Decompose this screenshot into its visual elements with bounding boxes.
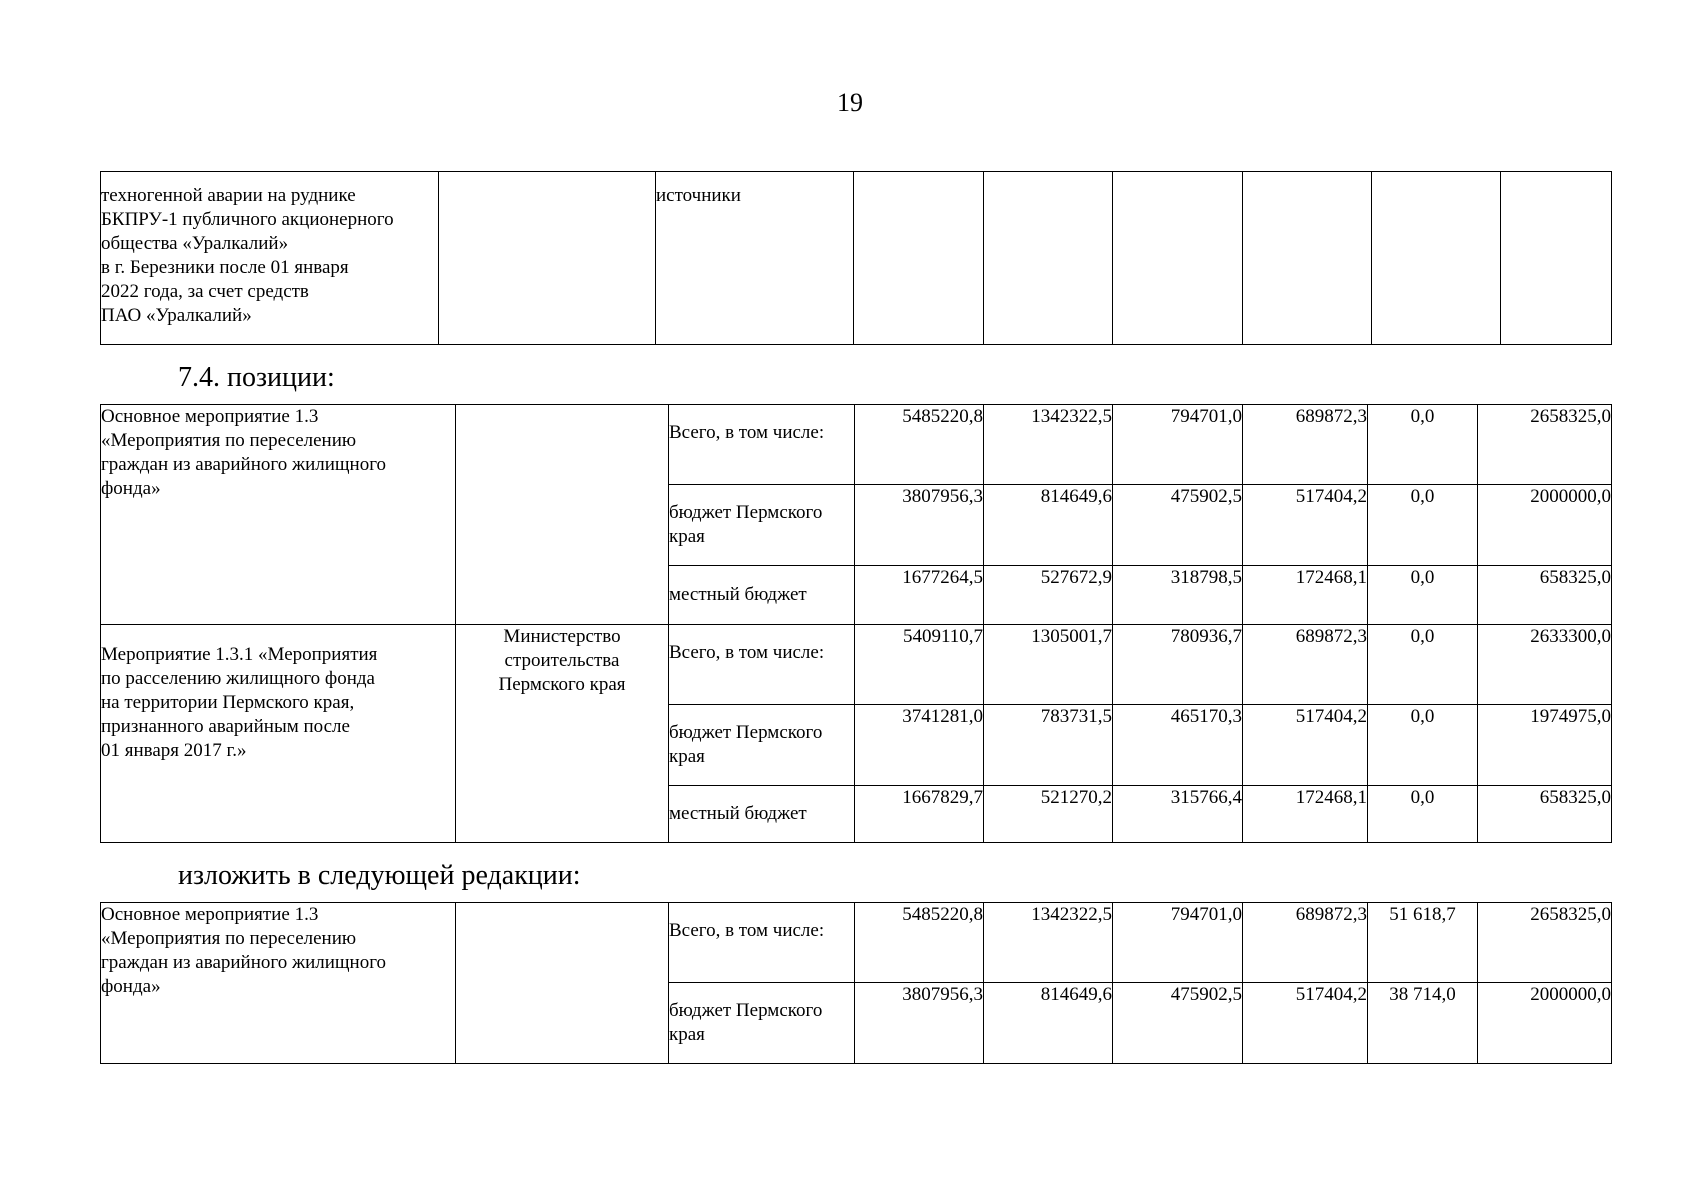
value-cell: 794701,0 bbox=[1113, 903, 1243, 983]
description-line: граждан из аварийного жилищного bbox=[101, 952, 387, 973]
value-cell: 658325,0 bbox=[1478, 786, 1612, 843]
funding-source-cell bbox=[669, 983, 855, 1064]
value-cell bbox=[854, 172, 984, 345]
value-cell: 172468,1 bbox=[1243, 786, 1368, 843]
value-cell: 3807956,3 bbox=[855, 485, 984, 566]
value-cell: 2658325,0 bbox=[1478, 405, 1612, 485]
table-row bbox=[101, 625, 1612, 705]
description-line: фонда» bbox=[101, 976, 161, 997]
event-description-cell bbox=[101, 903, 456, 1064]
value-cell: 527672,9 bbox=[984, 566, 1113, 625]
table-row bbox=[101, 405, 1612, 485]
description-line: на территории Пермского края, bbox=[101, 692, 355, 713]
description-line: граждан из аварийного жилищного bbox=[101, 454, 387, 475]
description-line: общества «Уралкалий» bbox=[101, 233, 289, 254]
value-cell: 1677264,5 bbox=[855, 566, 984, 625]
description-line: в г. Березники после 01 января bbox=[101, 257, 349, 278]
continuation-table bbox=[100, 171, 1612, 345]
value-cell: 517404,2 bbox=[1243, 485, 1368, 566]
value-cell: 1974975,0 bbox=[1478, 705, 1612, 786]
value-cell: 2658325,0 bbox=[1478, 903, 1612, 983]
description-line: Основное мероприятие 1.3 bbox=[101, 904, 319, 925]
event-description-cell bbox=[101, 172, 439, 345]
funding-source-label: бюджет Пермского bbox=[669, 502, 823, 523]
value-cell: 475902,5 bbox=[1113, 983, 1243, 1064]
value-cell: 0,0 bbox=[1368, 705, 1478, 786]
description-line: 2022 года, за счет средств bbox=[101, 281, 309, 302]
value-cell: 315766,4 bbox=[1113, 786, 1243, 843]
value-cell bbox=[1372, 172, 1501, 345]
value-cell bbox=[1113, 172, 1243, 345]
value-cell: 2000000,0 bbox=[1478, 485, 1612, 566]
value-cell: 814649,6 bbox=[984, 485, 1113, 566]
event-description-cell bbox=[101, 625, 456, 843]
value-cell: 2633300,0 bbox=[1478, 625, 1612, 705]
value-cell: 3741281,0 bbox=[855, 705, 984, 786]
description-line: «Мероприятия по переселению bbox=[101, 928, 357, 949]
value-cell: 0,0 bbox=[1368, 405, 1478, 485]
event-description-cell bbox=[101, 405, 456, 625]
description-line: по расселению жилищного фонда bbox=[101, 668, 375, 689]
value-cell: 38 714,0 bbox=[1368, 983, 1478, 1064]
funding-source-cell bbox=[669, 903, 855, 983]
funding-source-label: края bbox=[669, 746, 705, 767]
funding-source-label: местный бюджет bbox=[669, 803, 807, 824]
funding-source-cell bbox=[669, 705, 855, 786]
description-line: техногенной аварии на руднике bbox=[101, 185, 356, 206]
value-cell: 689872,3 bbox=[1243, 903, 1368, 983]
value-cell: 465170,3 bbox=[1113, 705, 1243, 786]
value-cell: 780936,7 bbox=[1113, 625, 1243, 705]
responsible-cell bbox=[456, 405, 669, 625]
value-cell: 794701,0 bbox=[1113, 405, 1243, 485]
value-cell: 1342322,5 bbox=[984, 903, 1113, 983]
description-line: «Мероприятия по переселению bbox=[101, 430, 357, 451]
description-line: фонда» bbox=[101, 478, 161, 499]
value-cell: 318798,5 bbox=[1113, 566, 1243, 625]
funding-source-label: края bbox=[669, 1024, 705, 1045]
value-cell: 689872,3 bbox=[1243, 405, 1368, 485]
description-line: признанного аварийным после bbox=[101, 716, 350, 737]
value-cell: 521270,2 bbox=[984, 786, 1113, 843]
funding-source-cell bbox=[669, 625, 855, 705]
value-cell bbox=[1243, 172, 1372, 345]
value-cell: 5485220,8 bbox=[855, 405, 984, 485]
value-cell: 2000000,0 bbox=[1478, 983, 1612, 1064]
funding-source-label: бюджет Пермского bbox=[669, 1000, 823, 1021]
value-cell: 0,0 bbox=[1368, 485, 1478, 566]
positions-table-current bbox=[100, 404, 1612, 843]
value-cell: 1342322,5 bbox=[984, 405, 1113, 485]
value-cell: 0,0 bbox=[1368, 566, 1478, 625]
funding-source-cell bbox=[669, 405, 855, 485]
value-cell: 517404,2 bbox=[1243, 983, 1368, 1064]
table-row bbox=[101, 172, 1612, 345]
table-row bbox=[101, 903, 1612, 983]
page-number: 19 bbox=[837, 88, 863, 117]
value-cell: 1305001,7 bbox=[984, 625, 1113, 705]
description-line: БКПРУ-1 публичного акционерного bbox=[101, 209, 394, 230]
responsible-cell bbox=[439, 172, 656, 345]
section-heading-positions: 7.4. позиции: bbox=[178, 362, 335, 393]
value-cell: 689872,3 bbox=[1243, 625, 1368, 705]
section-heading-new-edition: изложить в следующей редакции: bbox=[178, 860, 581, 891]
value-cell: 658325,0 bbox=[1478, 566, 1612, 625]
funding-source-label: Всего, в том числе: bbox=[669, 642, 825, 663]
value-cell: 517404,2 bbox=[1243, 705, 1368, 786]
positions-table-new bbox=[100, 902, 1612, 1064]
description-line: 01 января 2017 г.» bbox=[101, 740, 247, 761]
description-line: ПАО «Уралкалий» bbox=[101, 305, 252, 326]
value-cell: 1667829,7 bbox=[855, 786, 984, 843]
value-cell: 172468,1 bbox=[1243, 566, 1368, 625]
funding-source-label: Всего, в том числе: bbox=[669, 422, 825, 443]
responsible-cell bbox=[456, 903, 669, 1064]
responsible-line: строительства bbox=[504, 650, 620, 671]
description-line: Мероприятие 1.3.1 «Мероприятия bbox=[101, 644, 378, 665]
value-cell: 0,0 bbox=[1368, 786, 1478, 843]
funding-source-cell bbox=[656, 172, 854, 345]
funding-source-label: края bbox=[669, 526, 705, 547]
value-cell bbox=[984, 172, 1113, 345]
value-cell: 3807956,3 bbox=[855, 983, 984, 1064]
value-cell: 5485220,8 bbox=[855, 903, 984, 983]
responsible-line: Пермского края bbox=[498, 674, 626, 695]
funding-source-cell bbox=[669, 566, 855, 625]
value-cell: 475902,5 bbox=[1113, 485, 1243, 566]
funding-source-cell bbox=[669, 786, 855, 843]
funding-source-label: бюджет Пермского bbox=[669, 722, 823, 743]
funding-source-cell bbox=[669, 485, 855, 566]
funding-source-label: местный бюджет bbox=[669, 584, 807, 605]
value-cell: 783731,5 bbox=[984, 705, 1113, 786]
value-cell: 0,0 bbox=[1368, 625, 1478, 705]
funding-source-label: Всего, в том числе: bbox=[669, 920, 825, 941]
responsible-line: Министерство bbox=[503, 626, 621, 647]
description-line: Основное мероприятие 1.3 bbox=[101, 406, 319, 427]
value-cell: 5409110,7 bbox=[855, 625, 984, 705]
responsible-cell bbox=[456, 625, 669, 843]
value-cell: 814649,6 bbox=[984, 983, 1113, 1064]
value-cell: 51 618,7 bbox=[1368, 903, 1478, 983]
funding-source-label: источники bbox=[656, 185, 741, 206]
value-cell bbox=[1501, 172, 1612, 345]
